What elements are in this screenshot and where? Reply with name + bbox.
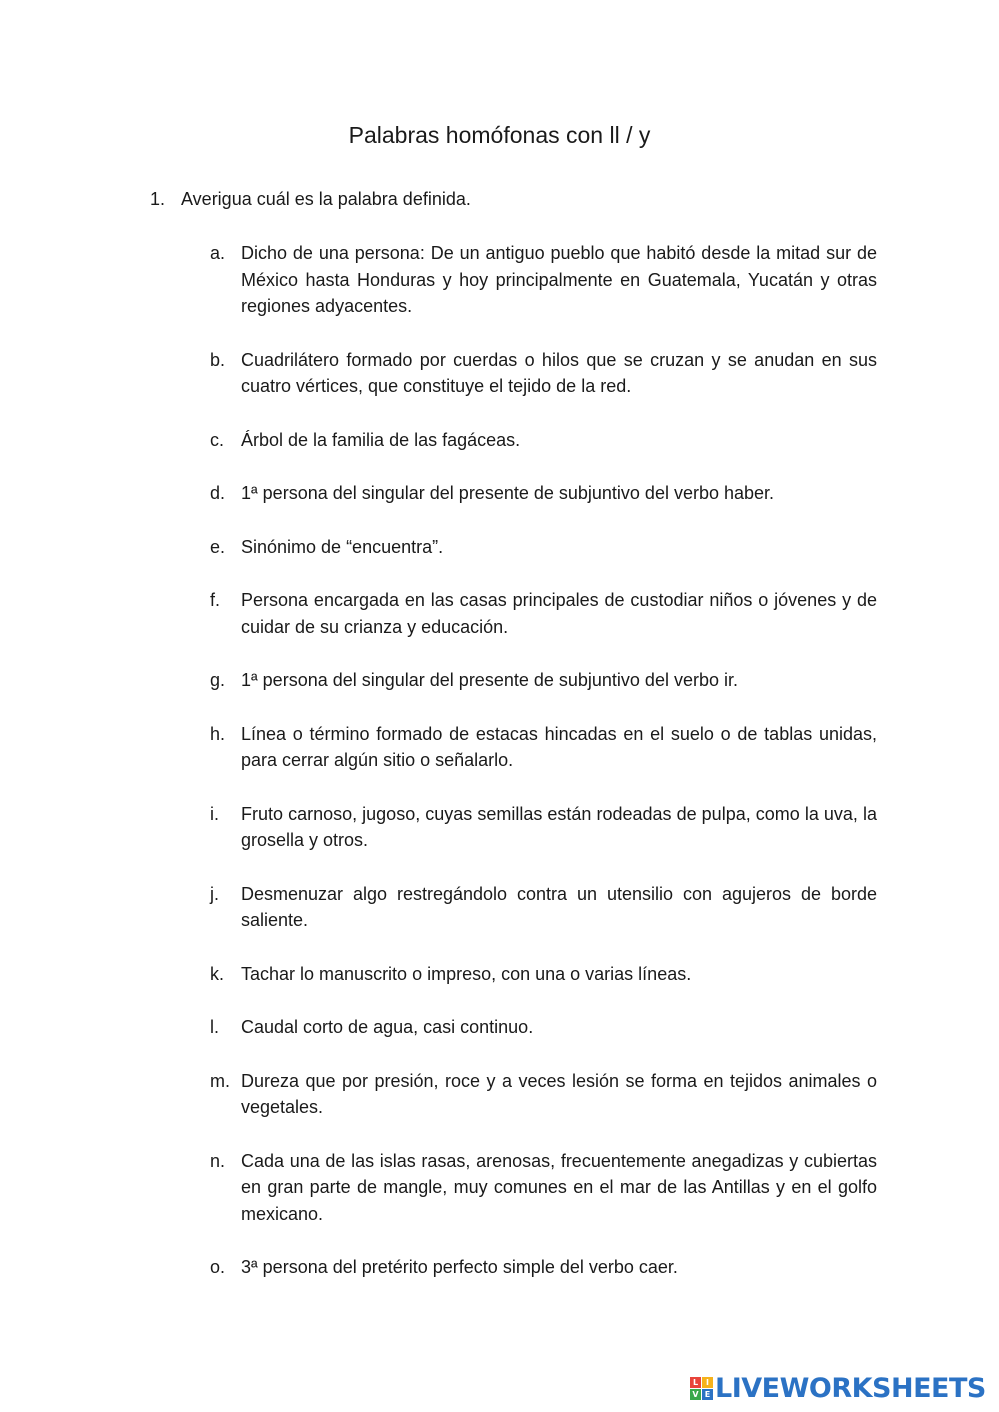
definition-item	[210, 480, 877, 507]
definition-item	[210, 801, 877, 854]
liveworksheets-logo-icon	[690, 1377, 713, 1400]
item-text: Cada una de las islas rasas, arenosas, frecuentemente anegadizas y cubiertas en gran parte de mangle, muy comunes en el mar de las Antillas y en el golfo mexicano.	[241, 1150, 877, 1224]
item-letter: d.	[210, 483, 226, 503]
item-letter: m.	[210, 1070, 230, 1091]
item-letter: l.	[210, 1017, 219, 1037]
question	[150, 186, 471, 212]
item-text: Persona encargada en las casas principales de custodiar niños o jóvenes y de cuidar de su crianza y educación.	[241, 590, 877, 637]
definition-item	[210, 721, 877, 774]
item-letter: n.	[210, 1150, 226, 1171]
definition-item	[210, 1014, 877, 1041]
logo-mark-square: I	[702, 1377, 713, 1388]
definition-list	[210, 240, 877, 1308]
item-text: 1ª persona del singular del presente de subjuntivo del verbo ir.	[241, 670, 738, 690]
definition-item	[210, 534, 877, 561]
logo-mark-square: L	[690, 1377, 701, 1388]
item-text: Dicho de una persona: De un antiguo pueblo que habitó desde la mitad sur de México hasta Honduras y hoy principalmente en Guatemala, Yucatán y otras regiones adyacentes.	[241, 243, 877, 316]
item-letter: b.	[210, 349, 226, 370]
item-text: Caudal corto de agua, casi continuo.	[241, 1017, 534, 1037]
logo-mark-square: E	[702, 1389, 713, 1400]
item-letter: a.	[210, 243, 226, 263]
item-text: Tachar lo manuscrito o impreso, con una o varias líneas.	[241, 963, 692, 984]
item-letter: i.	[210, 803, 219, 824]
logo-mark-square: V	[690, 1389, 701, 1400]
page-title: Palabras homófonas con ll / y	[348, 122, 651, 148]
item-letter: e.	[210, 536, 226, 557]
item-text: Cuadrilátero formado por cuerdas o hilos que se cruzan y se anudan en sus cuatro vértices, que constituye el tejido de la red.	[241, 349, 877, 396]
item-letter: c.	[210, 429, 225, 450]
item-text: Desmenuzar algo restregándolo contra un utensilio con agujeros de borde saliente.	[241, 883, 877, 930]
logo-text: LIVEWORKSHEETS	[715, 1372, 986, 1404]
definition-item	[210, 587, 877, 640]
definition-item	[210, 961, 877, 988]
item-text: Árbol de la familia de las fagáceas.	[241, 429, 521, 450]
item-text: Dureza que por presión, roce y a veces lesión se forma en tejidos animales o vegetales.	[241, 1070, 877, 1117]
question-number: 1.	[150, 189, 166, 209]
definition-item	[210, 1068, 877, 1121]
item-letter: k.	[210, 963, 225, 984]
item-letter: j.	[210, 883, 219, 904]
item-text: 3ª persona del pretérito perfecto simple del verbo caer.	[241, 1257, 678, 1277]
definition-item	[210, 667, 877, 694]
item-text: Sinónimo de “encuentra”.	[241, 536, 444, 557]
definition-item	[210, 240, 877, 320]
item-letter: h.	[210, 723, 226, 744]
question-text: Averigua cuál es la palabra definida.	[181, 189, 471, 209]
definition-item	[210, 1148, 877, 1228]
item-letter: f.	[210, 590, 221, 610]
item-letter: o.	[210, 1257, 226, 1277]
item-text: Fruto carnoso, jugoso, cuyas semillas están rodeadas de pulpa, como la uva, la grosella y otros.	[241, 803, 877, 850]
definition-item	[210, 347, 877, 400]
definition-item	[210, 1254, 877, 1281]
item-letter: g.	[210, 670, 226, 690]
liveworksheets-logo[interactable]	[690, 1370, 986, 1406]
definition-item	[210, 427, 877, 454]
item-text: 1ª persona del singular del presente de subjuntivo del verbo haber.	[241, 483, 775, 503]
item-text: Línea o término formado de estacas hincadas en el suelo o de tablas unidas, para cerrar algún sitio o señalarlo.	[241, 723, 877, 770]
definition-item	[210, 881, 877, 934]
